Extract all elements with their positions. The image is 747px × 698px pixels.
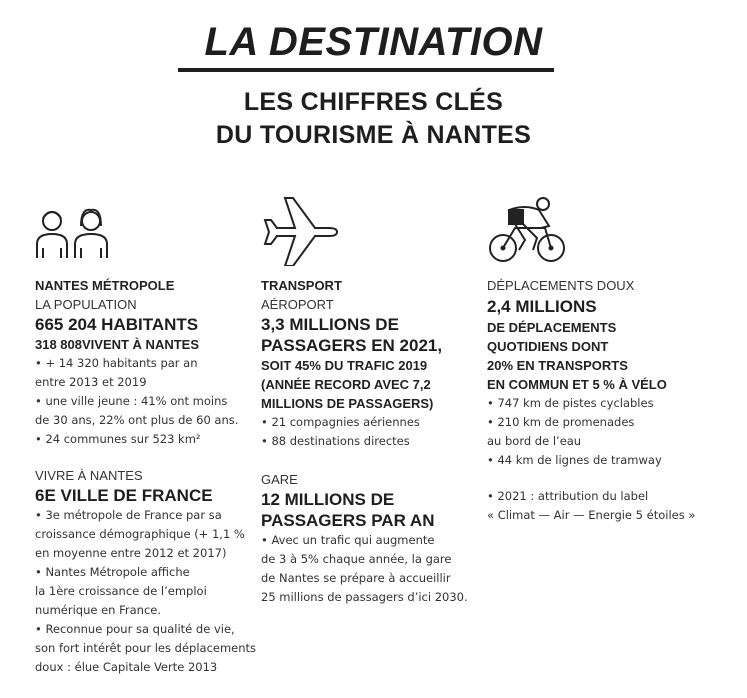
bullet-line: • 3e métropole de France par sa — [35, 508, 222, 522]
airplane-icon — [261, 196, 341, 266]
bullet-line: en moyenne entre 2012 et 2017) — [35, 546, 227, 560]
page-title: LA DESTINATION — [204, 20, 543, 64]
bullet-line: au bord de l’eau — [487, 434, 582, 448]
key-figure-sub: EN COMMUN ET 5 % À VÉLO — [487, 377, 667, 392]
bullet-line: • 2021 : attribution du label — [487, 489, 649, 503]
key-figure: 2,4 MILLIONS — [487, 297, 597, 316]
bullet-line: • Nantes Métropole affiche — [35, 565, 190, 579]
bullet-line: • 21 compagnies aériennes — [261, 415, 420, 429]
key-figure-sub: MILLIONS DE PASSAGERS) — [261, 396, 434, 411]
people-icon — [35, 196, 125, 266]
bullet-line: doux : élue Capitale Verte 2013 — [35, 660, 218, 674]
bullet-list — [35, 354, 260, 449]
bullet-line: • une ville jeune : 41% ont moins — [35, 394, 228, 408]
label-award — [487, 487, 727, 525]
bullet-list — [35, 506, 260, 677]
key-figure-sub: 318 808VIVENT À NANTES — [35, 337, 200, 352]
population-column — [35, 196, 260, 677]
bullet-line: « Climat — Air — Energie 5 étoiles » — [487, 508, 696, 522]
mobility-column — [487, 196, 727, 525]
cyclist-icon — [487, 196, 567, 266]
key-figure: 12 MILLIONS DE — [261, 490, 395, 509]
bullet-list — [261, 413, 486, 451]
bullet-line: la 1ère croissance de l’emploi — [35, 584, 207, 598]
bullet-line: • + 14 320 habitants par an — [35, 356, 198, 370]
key-figure: 3,3 MILLIONS DE — [261, 315, 399, 334]
bullet-line: numérique en France. — [35, 603, 162, 617]
bullet-line: de 30 ans, 22% ont plus de 60 ans. — [35, 413, 239, 427]
bullet-line: • 747 km de pistes cyclables — [487, 396, 654, 410]
bullet-line: • 44 km de lignes de tramway — [487, 453, 662, 467]
section-label: VIVRE À NANTES — [35, 468, 143, 483]
key-figure-sub: 20% EN TRANSPORTS — [487, 358, 628, 373]
section-label: TRANSPORT — [261, 278, 342, 293]
bullet-line: 25 millions de passagers d’ici 2030. — [261, 590, 468, 604]
bullet-line: • Reconnue pour sa qualité de vie, — [35, 622, 235, 636]
page-subtitle — [0, 86, 747, 152]
bullet-line: • 24 communes sur 523 km² — [35, 432, 201, 446]
subtitle-line: DU TOURISME À NANTES — [215, 121, 532, 149]
bullet-line: son fort intérêt pour les déplacements — [35, 641, 257, 655]
bullet-line: • Avec un trafic qui augmente — [261, 533, 435, 547]
key-figure-sub: (ANNÉE RECORD AVEC 7,2 — [261, 377, 431, 392]
key-figure-sub: SOIT 45% DU TRAFIC 2019 — [261, 358, 428, 373]
transport-column — [261, 196, 486, 607]
section-label: DÉPLACEMENTS DOUX — [487, 278, 635, 293]
key-figure: PASSAGERS PAR AN — [261, 511, 435, 530]
key-figure: PASSAGERS EN 2021, — [261, 336, 443, 355]
bullet-line: croissance démographique (+ 1,1 % — [35, 527, 245, 541]
bullet-line: • 210 km de promenades — [487, 415, 635, 429]
bullet-line: de 3 à 5% chaque année, la gare — [261, 552, 452, 566]
bullet-list — [487, 394, 727, 470]
section-label: NANTES MÉTROPOLE — [35, 278, 175, 293]
key-figure-sub: DE DÉPLACEMENTS — [487, 320, 617, 335]
title-underline — [178, 68, 554, 72]
key-figure: 6E VILLE DE FRANCE — [35, 486, 213, 505]
section-label: GARE — [261, 472, 298, 487]
subtitle-line: LES CHIFFRES CLÉS — [243, 88, 504, 116]
bullet-line: entre 2013 et 2019 — [35, 375, 147, 389]
bullet-line: de Nantes se prépare à accueillir — [261, 571, 451, 585]
key-figure: 665 204 HABITANTS — [35, 315, 199, 334]
section-sublabel: AÉROPORT — [261, 297, 334, 312]
bullet-line: • 88 destinations directes — [261, 434, 410, 448]
section-sublabel: LA POPULATION — [35, 297, 137, 312]
key-figure-sub: QUOTIDIENS DONT — [487, 339, 609, 354]
bullet-list — [261, 531, 486, 607]
